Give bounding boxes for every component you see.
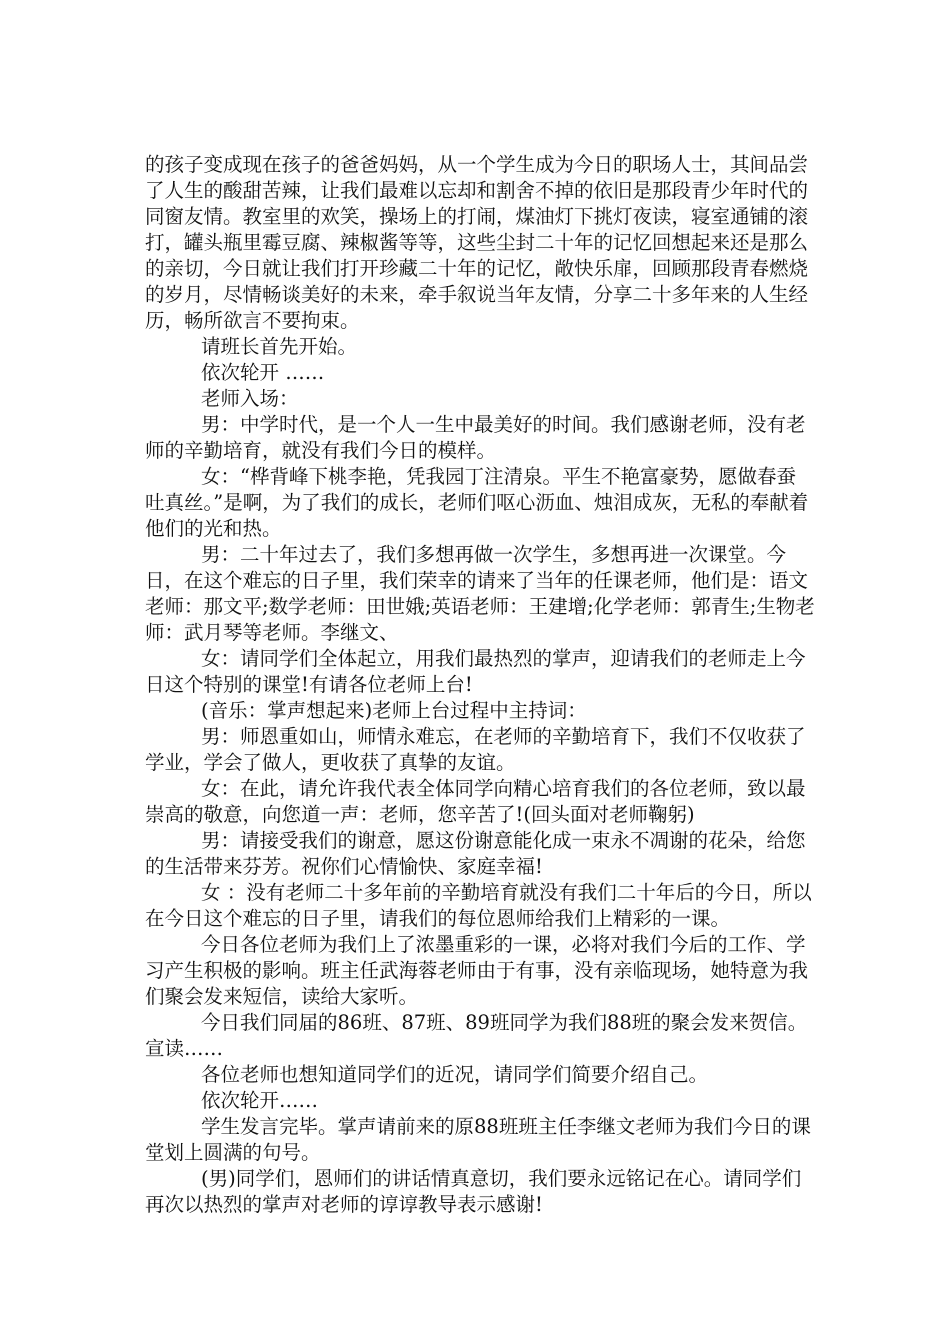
- paragraph: 依次轮开 ……: [201, 361, 325, 384]
- paragraph: 今日我们同届的86班、87班、89班同学为我们88班的聚会发来贺信。宣读……: [145, 1011, 808, 1060]
- paragraph: 女 ：没有老师二十多年前的辛勤培育就没有我们二十年后的今日，所以在今日这个难忘的日子里，请我们的每位恩师给我们上精彩的一课。: [145, 881, 812, 930]
- paragraph: 女：请同学们全体起立，用我们最热烈的掌声，迎请我们的老师走上今日这个特别的课堂!有请各位老师上台!: [145, 647, 806, 696]
- paragraph: 各位老师也想知道同学们的近况，请同学们简要介绍自己。: [201, 1063, 709, 1086]
- paragraph: 男：二十年过去了，我们多想再做一次学生，多想再进一次课堂。今日，在这个难忘的日子里，我们荣幸的请来了当年的任课老师，他们是：语文老师：那文平;数学老师：田世娥;英语老师：王建增;化学老师：郭青生;生物老师：武月琴等老师。李继文、: [145, 543, 815, 644]
- paragraph: 的孩子变成现在孩子的爸爸妈妈，从一个学生成为今日的职场人士，其间品尝了人生的酸甜苦辣，让我们最难以忘却和割舍不掉的依旧是那段青少年时代的同窗友情。教室里的欢笑，操场上的打闹，煤油灯下挑灯夜读，寝室通铺的滚打，罐头瓶里霉豆腐、辣椒酱等等，这些尘封二十年的记忆回想起来还是那么的亲切，今日就让我们打开珍藏二十年的记忆，敞快乐扉，回顾那段青春燃烧的岁月，尽情畅谈美好的未来，牵手叙说当年友情，分享二十多年来的人生经历，畅所欲言不要拘束。: [145, 153, 809, 332]
- document-page: [145, 152, 815, 1218]
- paragraph: (音乐：掌声想起来)老师上台过程中主持词：: [201, 699, 587, 722]
- paragraph: (男)同学们，恩师们的讲话情真意切，我们要永远铭记在心。请同学们再次以热烈的掌声对老师的谆谆教导表示感谢!: [145, 1167, 802, 1216]
- paragraph: 女：“桦背峰下桃李艳，凭我园丁注清泉。平生不艳富豪势，愿做春蚕吐真丝。”是啊，为了我们的成长，老师们呕心沥血、烛泪成灰，无私的奉献着他们的光和热。: [145, 465, 809, 540]
- paragraph: 请班长首先开始。: [201, 335, 358, 358]
- paragraph: 学生发言完毕。掌声请前来的原88班班主任李继文老师为我们今日的课堂划上圆满的句号。: [145, 1115, 811, 1164]
- paragraph: 男：请接受我们的谢意，愿这份谢意能化成一束永不凋谢的花朵，给您的生活带来芬芳。祝你们心情愉快、家庭幸福!: [145, 829, 806, 878]
- paragraph: 男：师恩重如山，师情永难忘，在老师的辛勤培育下，我们不仅收获了学业，学会了做人，更收获了真挚的友谊。: [145, 725, 806, 774]
- paragraph: 依次轮开……: [201, 1089, 319, 1112]
- paragraph: 今日各位老师为我们上了浓墨重彩的一课，必将对我们今后的工作、学习产生积极的影响。班主任武海蓉老师由于有事，没有亲临现场，她特意为我们聚会发来短信，读给大家听。: [145, 933, 809, 1008]
- paragraph: 男：中学时代，是一个人一生中最美好的时间。我们感谢老师，没有老师的辛勤培育，就没有我们今日的模样。: [145, 413, 806, 462]
- paragraph: 老师入场：: [201, 387, 299, 410]
- paragraph: 女：在此，请允许我代表全体同学向精心培育我们的各位老师，致以最崇高的敬意，向您道一声：老师，您辛苦了!(回头面对老师鞠躬): [145, 777, 806, 826]
